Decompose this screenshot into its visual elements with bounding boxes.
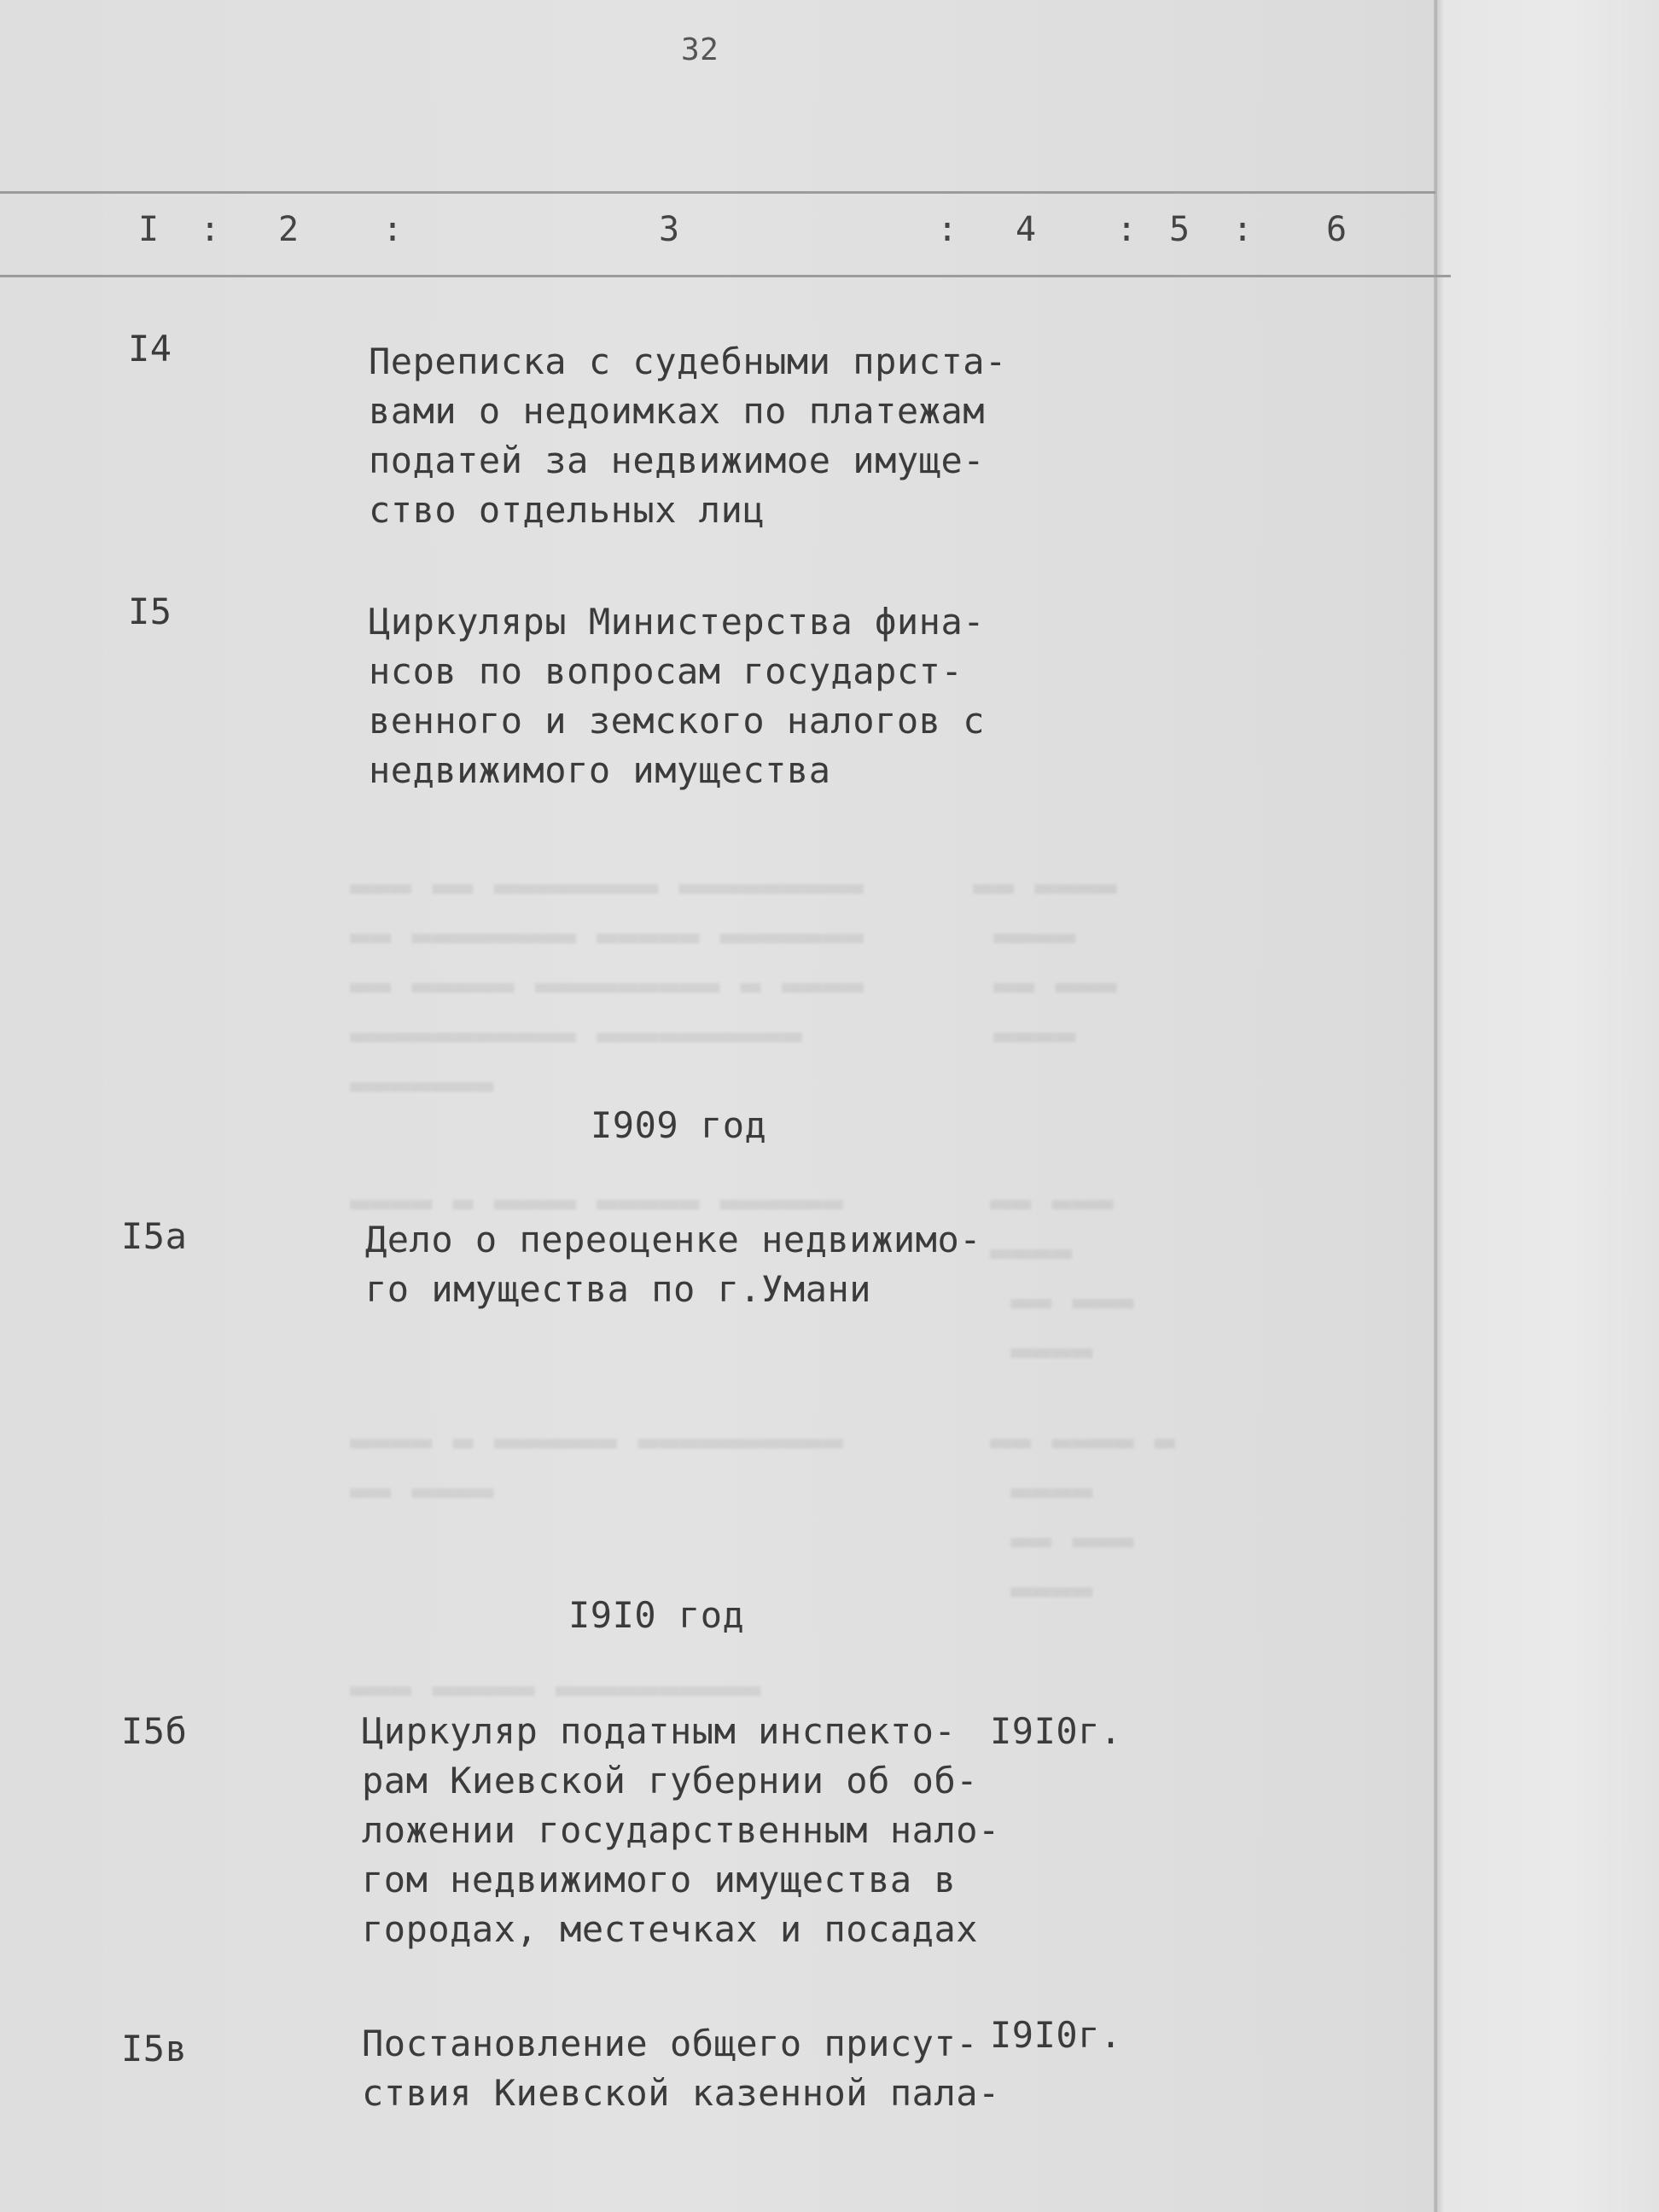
entry-i4-line-1: Переписка с судебными приста- [369, 341, 1007, 382]
header-separator-5: : [1232, 210, 1254, 249]
entry-i5v-line-2: ствия Киевской казенной пала- [362, 2072, 1000, 2114]
header-separator-3: : [937, 210, 958, 249]
header-separator-1: : [200, 210, 221, 249]
entry-number-i5b: I5б [121, 1710, 188, 1752]
header-bottom-rule [0, 275, 1451, 277]
entry-i5b-line-4: гом недвижимого имущества в [362, 1859, 957, 1901]
bleed-through-block-5: ▬▬▬▬ ▬ ▬▬▬▬▬▬ ▬▬▬▬▬▬▬▬▬▬ ▬▬ ▬▬▬▬ [350, 1422, 843, 1511]
header-col-5: 5 [1169, 210, 1190, 249]
header-col-3: 3 [659, 210, 680, 249]
entry-i5b-line-1: Циркуляр податным инспекто- [362, 1710, 957, 1752]
bleed-through-block-1: ▬▬▬ ▬▬ ▬▬▬▬▬▬▬▬ ▬▬▬▬▬▬▬▬▬ ▬▬ ▬▬▬▬▬▬▬▬ ▬▬▬▬▬ ▬▬▬▬▬▬▬ ▬▬ ▬▬▬▬▬ ▬▬▬▬▬▬▬▬▬ ▬ ▬▬▬▬ ▬▬▬▬▬▬▬▬▬▬▬ ▬▬▬▬▬▬▬▬▬▬ ▬▬▬▬▬▬▬ [350, 867, 864, 1104]
bleed-through-block-4: ▬▬ ▬▬▬ ▬▬▬▬ ▬▬ ▬▬▬ ▬▬▬▬ [990, 1183, 1134, 1371]
entry-i4-line-4: ство отдельных лиц [369, 489, 765, 531]
entry-number-i4: I4 [128, 328, 172, 370]
year-heading-1909: I909 год [591, 1104, 767, 1146]
header-col-4: 4 [1016, 210, 1037, 249]
entry-i5v-line-1: Постановление общего присут- [362, 2023, 979, 2064]
bleed-through-block-6: ▬▬ ▬▬▬▬ ▬ ▬▬▬▬ ▬▬ ▬▬▬ ▬▬▬▬ [990, 1422, 1175, 1610]
entry-i5b-line-2: рам Киевской губернии об об- [362, 1760, 979, 1802]
entry-i4-line-3: податей за недвижимое имуще- [369, 439, 986, 481]
entry-i5-line-4: недвижимого имущества [369, 749, 831, 791]
entry-i5a-line-2: го имущества по г.Умани [365, 1268, 872, 1310]
entry-i5v-date: I9I0г. [990, 2014, 1122, 2056]
header-top-rule [0, 191, 1435, 194]
entry-i4-line-2: вами о недоимках по платежам [369, 390, 986, 432]
bleed-through-block-2: ▬▬ ▬▬▬▬ ▬▬▬▬ ▬▬ ▬▬▬ ▬▬▬▬ [973, 867, 1117, 1055]
entry-i5b-line-5: городах, местечках и посадах [362, 1908, 979, 1950]
entry-i5b-date: I9I0г. [990, 1710, 1122, 1752]
header-separator-4: : [1116, 210, 1138, 249]
header-separator-2: : [382, 210, 404, 249]
bleed-through-block-3: ▬▬▬▬ ▬ ▬▬▬▬ ▬▬▬▬▬ ▬▬▬▬▬▬ [350, 1183, 843, 1222]
entry-number-i5v: I5в [121, 2028, 188, 2069]
entry-i5a-line-1: Дело о переоценке недвижимо- [365, 1219, 982, 1260]
entry-i5-line-3: венного и земского налогов с [369, 700, 986, 742]
entry-i5b-line-3: ложении государственным нало- [362, 1809, 1000, 1851]
page-number: 32 [681, 32, 719, 67]
header-col-2: 2 [278, 210, 300, 249]
entry-i5-line-1: Циркуляры Министерства фина- [369, 601, 986, 643]
header-col-6: 6 [1326, 210, 1348, 249]
entry-number-i5: I5 [128, 591, 172, 632]
bleed-through-block-7: ▬▬▬ ▬▬▬▬▬ ▬▬▬▬▬▬▬▬▬▬ [350, 1669, 761, 1708]
page-edge-shadow [1434, 0, 1437, 2212]
entry-number-i5a: I5а [121, 1215, 188, 1257]
year-heading-1910: I9I0 год [568, 1594, 745, 1636]
entry-i5-line-2: нсов по вопросам государст- [369, 650, 963, 692]
underlying-sheet [1435, 0, 1659, 2212]
header-col-1: I [138, 210, 160, 249]
